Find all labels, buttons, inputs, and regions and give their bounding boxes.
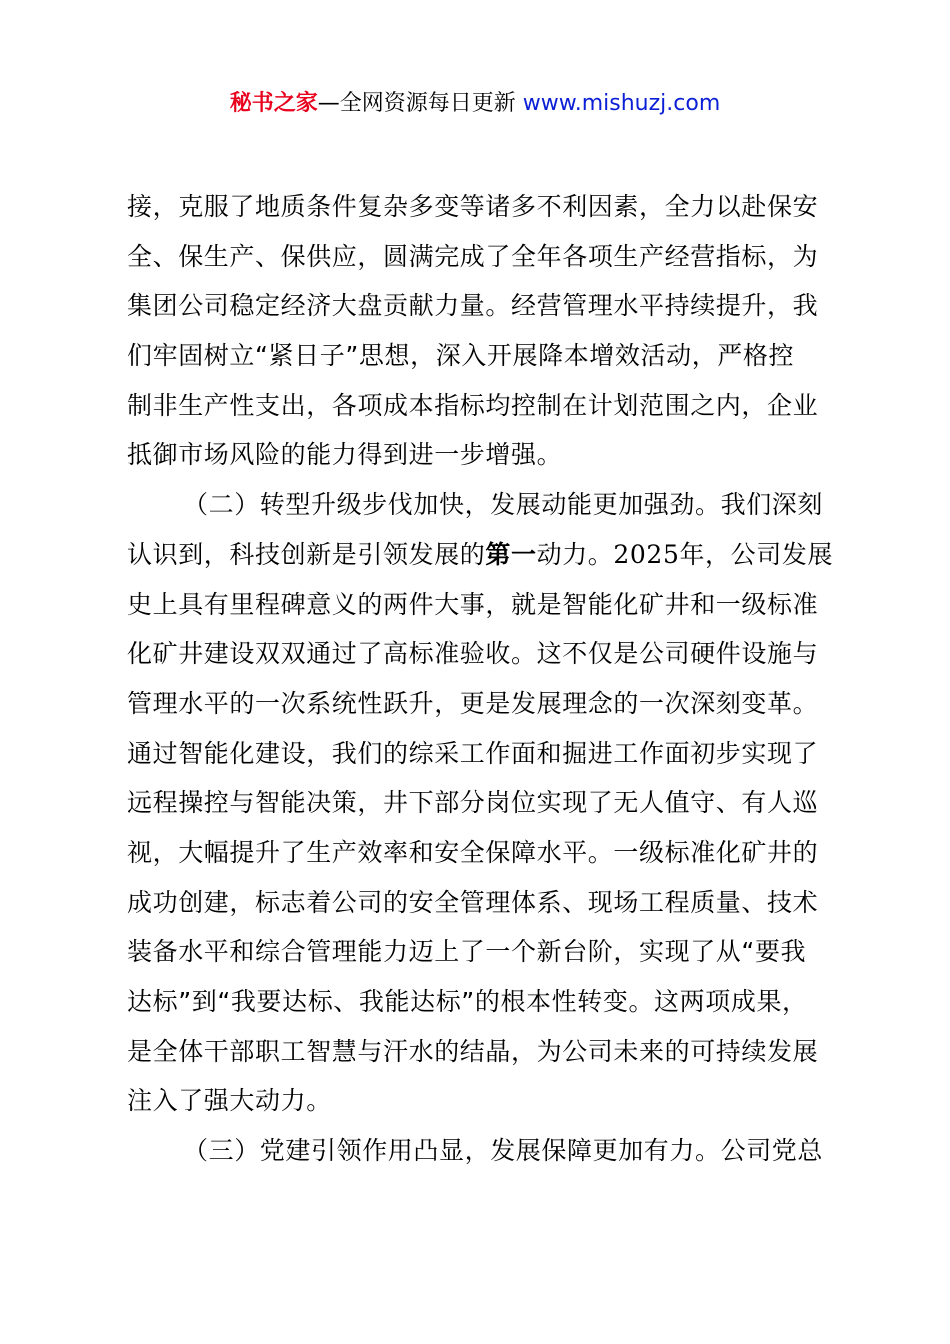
- body-line: 达标”到“我要达标、我能达标”的根本性转变。这两项成果，: [127, 987, 808, 1016]
- bold-text: 第一: [485, 539, 537, 569]
- body-line: 制非生产性支出，各项成本指标均控制在计划范围之内，企业: [127, 390, 819, 420]
- body-text: 动力。: [536, 539, 614, 569]
- section-heading-line: （二）转型升级步伐加快，发展动能更加强劲。我们深刻: [183, 490, 824, 520]
- body-line: 全、保生产、保供应，圆满完成了全年各项生产经营指标，为: [127, 241, 819, 271]
- site-tagline: —全网资源每日更新: [317, 91, 523, 116]
- site-header: [0, 88, 950, 120]
- body-line: 通过智能化建设，我们的综采工作面和掘进工作面初步实现了: [127, 738, 819, 768]
- body-line: 们牢固树立“紧日子”思想，深入开展降本增效活动，严格控: [127, 341, 795, 371]
- body-line: 装备水平和综合管理能力迈上了一个新台阶，实现了从“要我: [127, 937, 807, 967]
- body-line: 成功创建，标志着公司的安全管理体系、现场工程质量、技术: [127, 887, 819, 917]
- body-line: [127, 530, 833, 580]
- document-body: [127, 182, 833, 1176]
- body-line: 是全体干部职工智慧与汗水的结晶，为公司未来的可持续发展: [127, 1036, 819, 1066]
- body-line: 远程操控与智能决策，井下部分岗位实现了无人值守、有人巡: [127, 788, 819, 818]
- body-text: 认识到，科技创新是引领发展的: [127, 539, 486, 569]
- body-line: 管理水平的一次系统性跃升，更是发展理念的一次深刻变革。: [127, 688, 819, 718]
- site-url-link[interactable]: www.mishuzj.com: [522, 91, 721, 116]
- body-line: 注入了强大动力。: [127, 1086, 332, 1116]
- body-line: 史上具有里程碑意义的两件大事，就是智能化矿井和一级标准: [127, 589, 819, 619]
- body-line: 化矿井建设双双通过了高标准验收。这不仅是公司硬件设施与: [127, 639, 819, 669]
- body-line: 抵御市场风险的能力得到进一步增强。: [127, 440, 563, 470]
- year-text: 2025: [613, 539, 680, 569]
- body-text: 年，公司发展: [679, 539, 834, 569]
- body-line: 视，大幅提升了生产效率和安全保障水平。一级标准化矿井的: [127, 837, 819, 867]
- body-line: 接，克服了地质条件复杂多变等诸多不利因素，全力以赴保安: [127, 192, 819, 221]
- body-line: 集团公司稳定经济大盘贡献力量。经营管理水平持续提升，我: [127, 291, 819, 321]
- section-heading-line: （三）党建引领作用凸显，发展保障更加有力。公司党总: [183, 1136, 824, 1166]
- site-brand: 秘书之家: [229, 91, 318, 116]
